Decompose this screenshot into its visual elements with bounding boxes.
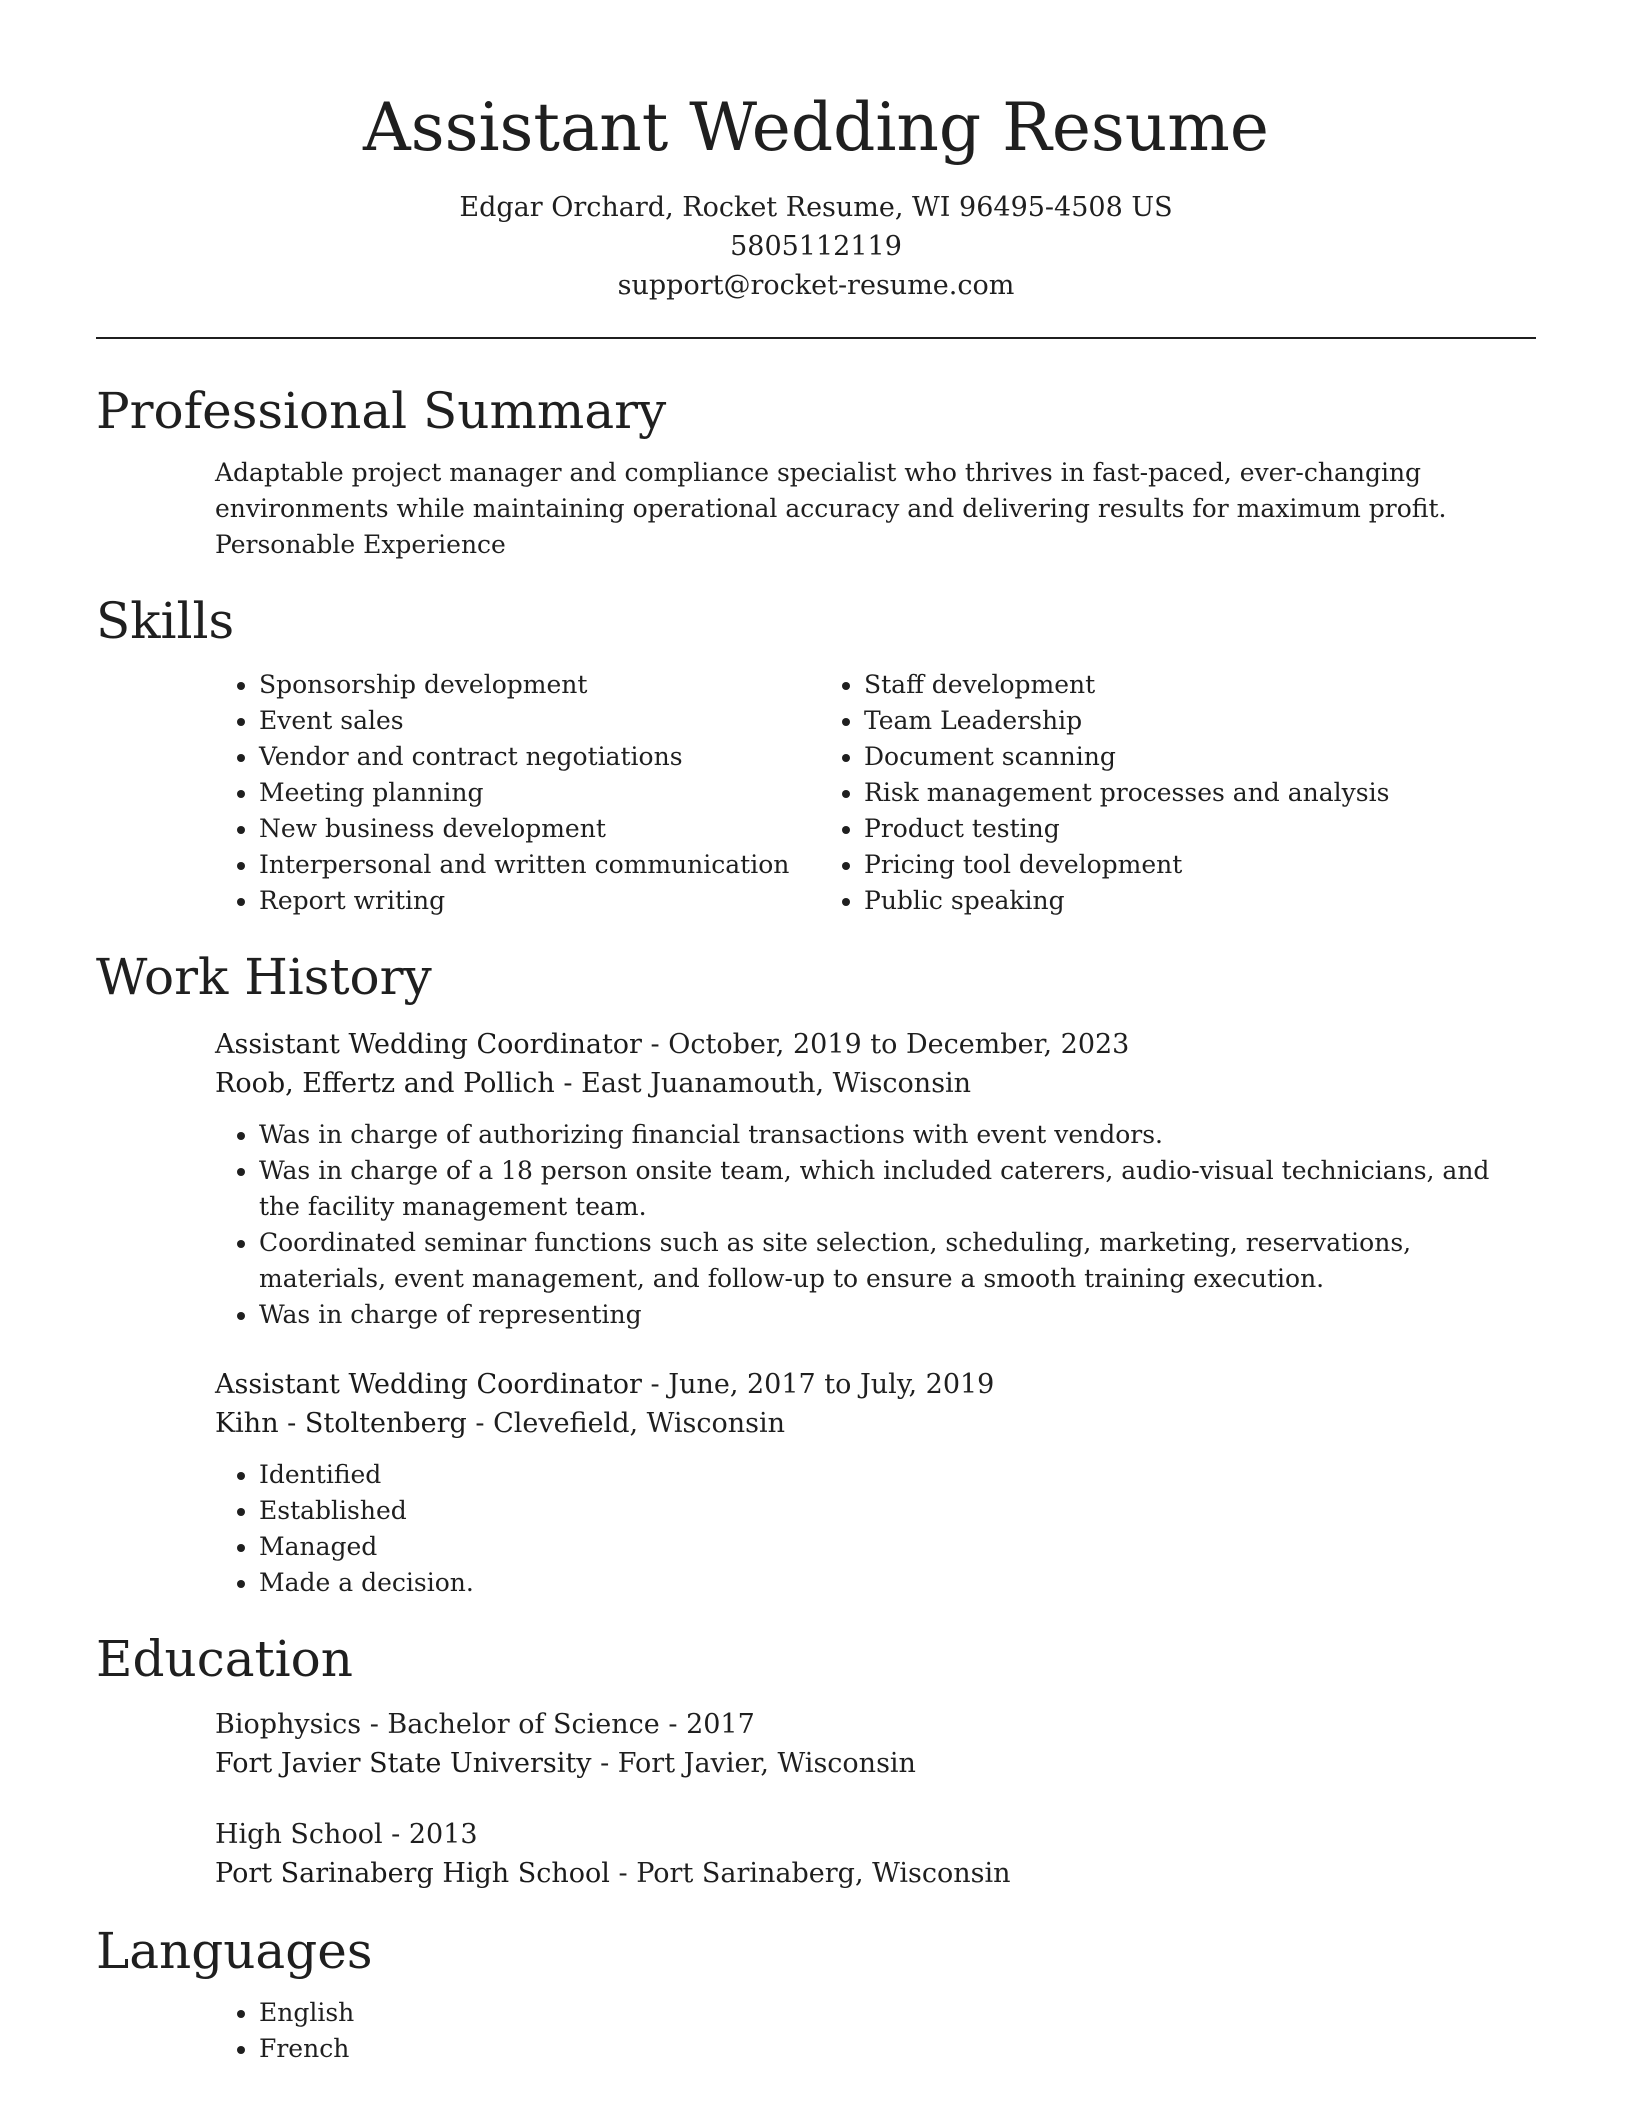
job-bullet: • Was in charge of a 18 person onsite team, which included caterers, audio-visual technicians, and the facility management team. xyxy=(259,1153,1536,1225)
skill-item: • Staff development xyxy=(864,667,1389,703)
skill-item: • Pricing tool development xyxy=(864,847,1389,883)
job-bullets xyxy=(215,1117,1536,1333)
job-bullet-list xyxy=(215,1457,1536,1601)
summary-section xyxy=(96,381,1536,563)
work-history-heading: Work History xyxy=(96,948,432,1006)
job-bullet: • Established xyxy=(259,1493,1536,1529)
skill-item: • New business development xyxy=(259,811,820,847)
skill-item: • Product testing xyxy=(864,811,1389,847)
language-item: • English xyxy=(259,1995,1536,2031)
languages-heading: Languages xyxy=(96,1922,373,1980)
education-section xyxy=(96,1629,1536,1893)
skills-list-right xyxy=(820,667,1389,919)
languages-list xyxy=(215,1995,1536,2067)
skill-item: • Report writing xyxy=(259,883,820,919)
education-heading: Education xyxy=(96,1630,353,1688)
job-location: - East Juanamouth, Wisconsin xyxy=(554,1068,972,1099)
skills-section xyxy=(96,591,1536,919)
skills-heading: Skills xyxy=(96,592,235,650)
resume-title: Assistant Wedding Resume xyxy=(363,89,1269,166)
education-degree: Biophysics - Bachelor of Science - 2017 xyxy=(215,1709,755,1740)
education-degree: High School - 2013 xyxy=(215,1819,478,1850)
languages-section xyxy=(96,1921,1536,2067)
skill-item: • Team Leadership xyxy=(864,703,1389,739)
skill-item: • Vendor and contract negotiations xyxy=(259,739,820,775)
job-dates: - June, 2017 to July, 2019 xyxy=(641,1369,995,1400)
job-title-line xyxy=(215,1365,1536,1404)
header-divider xyxy=(96,337,1536,339)
skill-item: • Risk management processes and analysis xyxy=(864,775,1389,811)
job-entry xyxy=(96,1025,1536,1333)
job-bullet: • Coordinated seminar functions such as site selection, scheduling, marketing, reservations, materials, event management, and follow-up to ensure a smooth training execution. xyxy=(259,1225,1536,1297)
job-entry xyxy=(96,1365,1536,1601)
education-entry xyxy=(96,1815,1536,1893)
skill-item: • Sponsorship development xyxy=(259,667,820,703)
skills-columns xyxy=(215,667,1536,919)
skill-item: • Event sales xyxy=(259,703,820,739)
job-position: Assistant Wedding Coordinator xyxy=(215,1369,642,1400)
contact-email: support@rocket-resume.com xyxy=(617,270,1015,301)
skills-list-left xyxy=(215,667,820,919)
job-bullets xyxy=(215,1457,1536,1601)
contact-block xyxy=(96,188,1536,305)
education-location: - Fort Javier, Wisconsin xyxy=(591,1748,916,1779)
job-location: - Clevefield, Wisconsin xyxy=(466,1408,786,1439)
education-location: - Port Sarinaberg, Wisconsin xyxy=(609,1858,1011,1889)
job-company-line xyxy=(215,1404,1536,1443)
contact-address: Edgar Orchard, Rocket Resume, WI 96495-4508 US xyxy=(459,192,1173,223)
skill-item: • Meeting planning xyxy=(259,775,820,811)
job-bullet: • Managed xyxy=(259,1529,1536,1565)
job-position: Assistant Wedding Coordinator xyxy=(215,1029,642,1060)
language-item: • French xyxy=(259,2031,1536,2067)
summary-text: Adaptable project manager and compliance specialist who thrives in fast-paced, ever-changing environments while maintaining operational accuracy and delivering results for maximum profit. Personable Experience xyxy=(215,458,1447,559)
job-company-line xyxy=(215,1064,1536,1103)
education-school-line xyxy=(215,1854,1536,1893)
education-entry xyxy=(96,1705,1536,1783)
job-company: Roob, Effertz and Pollich xyxy=(215,1068,555,1099)
skill-item: • Interpersonal and written communication xyxy=(259,847,820,883)
languages-bullet-list xyxy=(215,1995,1536,2067)
skill-item: • Document scanning xyxy=(864,739,1389,775)
job-bullet: • Made a decision. xyxy=(259,1565,1536,1601)
job-bullet: • Was in charge of authorizing financial transactions with event vendors. xyxy=(259,1117,1536,1153)
job-bullet: • Was in charge of representing xyxy=(259,1297,1536,1333)
job-bullet: • Identified xyxy=(259,1457,1536,1493)
job-company: Kihn - Stoltenberg xyxy=(215,1408,467,1439)
summary-heading: Professional Summary xyxy=(96,382,667,440)
job-dates: - October, 2019 to December, 2023 xyxy=(641,1029,1130,1060)
job-bullet-list xyxy=(215,1117,1536,1333)
education-school-line xyxy=(215,1744,1536,1783)
education-school: Port Sarinaberg High School xyxy=(215,1858,610,1889)
contact-phone: 5805112119 xyxy=(730,231,902,262)
job-title-line xyxy=(215,1025,1536,1064)
resume-header xyxy=(96,80,1536,305)
work-history-section xyxy=(96,947,1536,1601)
education-school: Fort Javier State University xyxy=(215,1748,592,1779)
skill-item: • Public speaking xyxy=(864,883,1389,919)
